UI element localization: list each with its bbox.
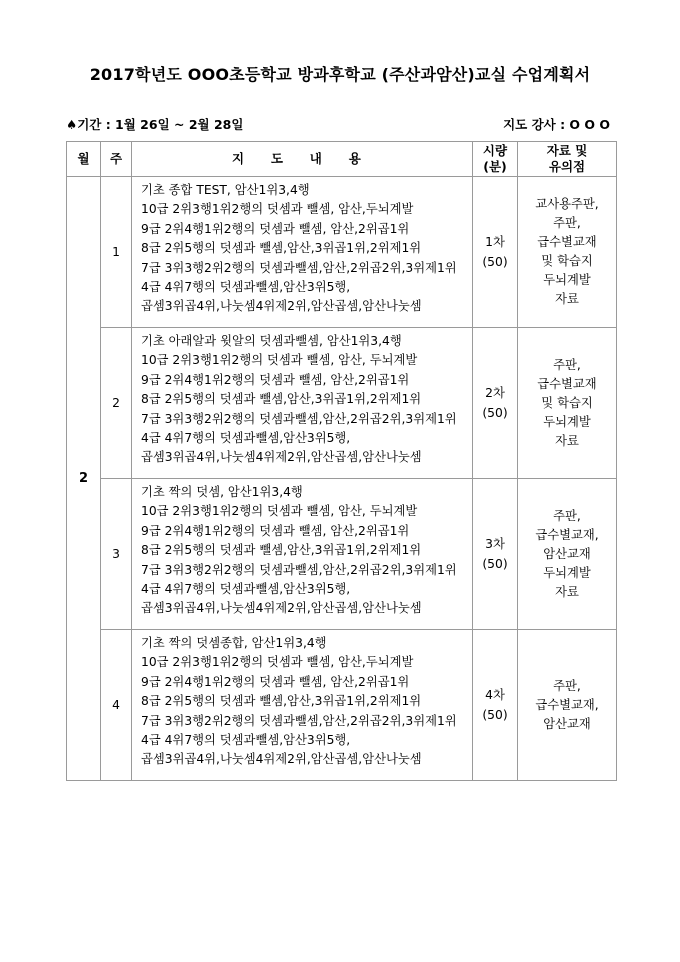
content-line: 7급 3위3행2위2행의 덧셈과뺄셈,암산,2위곱2위,3위제1위 (141, 260, 457, 275)
hours-text: (50) (482, 557, 508, 571)
materials-line: 두뇌계발 (543, 273, 591, 287)
content-cell (132, 479, 473, 630)
hours-cell (473, 479, 518, 630)
content-line: 9급 2위4행1위2행의 덧셈과 뺄셈, 암산,2위곱1위 (141, 523, 410, 538)
materials-line: 자료 (555, 292, 579, 306)
content-line: 곱셈3위곱4위,나눗셈4위제2위,암산곱셈,암산나눗셈 (141, 601, 422, 616)
content-line: 10급 2위3행1위2행의 덧셈과 뺄셈, 암산,두뇌계발 (141, 655, 414, 670)
week-cell: 1 (101, 177, 132, 328)
materials-line: 급수별교재, (535, 697, 599, 712)
content-line: 7급 3위3행2위2행의 덧셈과뺄셈,암산,2위곱2위,3위제1위 (141, 713, 457, 728)
content-line: 4급 4위7행의 덧셈과뺄셈,암산3위5행, (141, 280, 351, 295)
materials-line: 주판, (553, 508, 581, 523)
content-line: 기초 아래알과 윗알의 덧셈과뺄셈, 암산1위3,4행 (141, 334, 402, 348)
page-title: 2017학년도 OOO초등학교 방과후학교 (주산과암산)교실 수업계획서 (89, 65, 591, 84)
content-line: 4급 4위7행의 덧셈과뺄셈,암산3위5행, (141, 582, 351, 597)
content-line: 8급 2위5행의 덧셈과 뺄셈,암산,3위곱1위,2위제1위 (141, 694, 422, 709)
header-week: 주 (101, 142, 132, 177)
week-cell: 4 (101, 630, 132, 781)
hours-text: (50) (482, 708, 508, 722)
content-line: 기초 짝의 덧셈종합, 암산1위3,4행 (141, 636, 327, 650)
period-label: ♠기간 : 1월 26일 ~ 2월 28일 (66, 117, 244, 132)
materials-cell (518, 328, 617, 479)
materials-line: 및 학습지 (541, 254, 593, 268)
header-hours: 시량 (분) (473, 142, 518, 177)
content-cell (132, 328, 473, 479)
materials-line: 주판, (553, 216, 581, 230)
content-line: 9급 2위4행1위2행의 덧셈과 뺄셈, 암산,2위곱1위 (141, 221, 410, 236)
materials-line: 급수별교재, (535, 527, 599, 542)
materials-line: 주판, (553, 678, 581, 693)
content-line: 4급 4위7행의 덧셈과뺄셈,암산3위5행, (141, 431, 351, 446)
hours-text: (50) (482, 255, 508, 269)
content-line: 7급 3위3행2위2행의 덧셈과뺄셈,암산,2위곱2위,3위제1위 (141, 562, 457, 577)
materials-cell (518, 177, 617, 328)
hours-text: 4차 (485, 688, 505, 702)
content-line: 기초 종합 TEST, 암산1위3,4행 (141, 183, 310, 197)
header-month: 월 (67, 142, 101, 177)
lesson-plan-table (66, 141, 617, 781)
content-line: 8급 2위5행의 덧셈과 뺄셈,암산,3위곱1위,2위제1위 (141, 392, 422, 407)
header-content: 지 도 내 용 (132, 142, 473, 177)
content-line: 10급 2위3행1위2행의 덧셈과 뺄셈, 암산,두뇌계발 (141, 202, 414, 217)
materials-line: 자료 (555, 584, 579, 599)
hours-cell (473, 630, 518, 781)
materials-line: 두뇌계발 (543, 565, 591, 580)
materials-line: 암산교재 (543, 716, 591, 731)
content-line: 4급 4위7행의 덧셈과뺄셈,암산3위5행, (141, 733, 351, 748)
content-line: 9급 2위4행1위2행의 덧셈과 뺄셈, 암산,2위곱1위 (141, 372, 410, 387)
week-cell: 2 (101, 328, 132, 479)
hours-text: 3차 (485, 537, 505, 551)
materials-cell (518, 630, 617, 781)
table-row (67, 177, 617, 328)
table-header-row (67, 142, 617, 177)
content-line: 곱셈3위곱4위,나눗셈4위제2위,암산곱셈,암산나눗셈 (141, 450, 422, 465)
hours-cell (473, 328, 518, 479)
hours-cell (473, 177, 518, 328)
month-cell: 2 (67, 177, 101, 781)
materials-line: 및 학습지 (541, 395, 593, 410)
content-line: 8급 2위5행의 덧셈과 뺄셈,암산,3위곱1위,2위제1위 (141, 543, 422, 558)
hours-text: (50) (482, 406, 508, 420)
content-line: 곱셈3위곱4위,나눗셈4위제2위,암산곱셈,암산나눗셈 (141, 299, 422, 314)
table-row (67, 328, 617, 479)
table-row (67, 479, 617, 630)
content-line: 7급 3위3행2위2행의 덧셈과뺄셈,암산,2위곱2위,3위제1위 (141, 411, 457, 426)
materials-line: 주판, (553, 357, 581, 372)
content-cell (132, 177, 473, 328)
table-row (67, 630, 617, 781)
materials-line: 암산교재 (543, 546, 591, 561)
week-cell: 3 (101, 479, 132, 630)
materials-line: 급수별교재 (537, 235, 597, 249)
hours-text: 2차 (485, 386, 505, 400)
content-line: 곱셈3위곱4위,나눗셈4위제2위,암산곱셈,암산나눗셈 (141, 752, 422, 767)
content-line: 기초 짝의 덧셈, 암산1위3,4행 (141, 485, 303, 499)
hours-text: 1차 (485, 235, 505, 249)
content-line: 10급 2위3행1위2행의 덧셈과 뺄셈, 암산, 두뇌계발 (141, 353, 418, 368)
content-line: 10급 2위3행1위2행의 덧셈과 뺄셈, 암산, 두뇌계발 (141, 504, 418, 519)
teacher-label: 지도 강사 : O O O (503, 117, 610, 132)
materials-line: 교사용주판, (535, 197, 599, 211)
header-materials: 자료 및 유의점 (518, 142, 617, 177)
content-cell (132, 630, 473, 781)
content-line: 8급 2위5행의 덧셈과 뺄셈,암산,3위곱1위,2위제1위 (141, 241, 422, 256)
materials-cell (518, 479, 617, 630)
materials-line: 급수별교재 (537, 376, 597, 391)
content-line: 9급 2위4행1위2행의 덧셈과 뺄셈, 암산,2위곱1위 (141, 674, 410, 689)
materials-line: 자료 (555, 433, 579, 448)
materials-line: 두뇌계발 (543, 414, 591, 429)
